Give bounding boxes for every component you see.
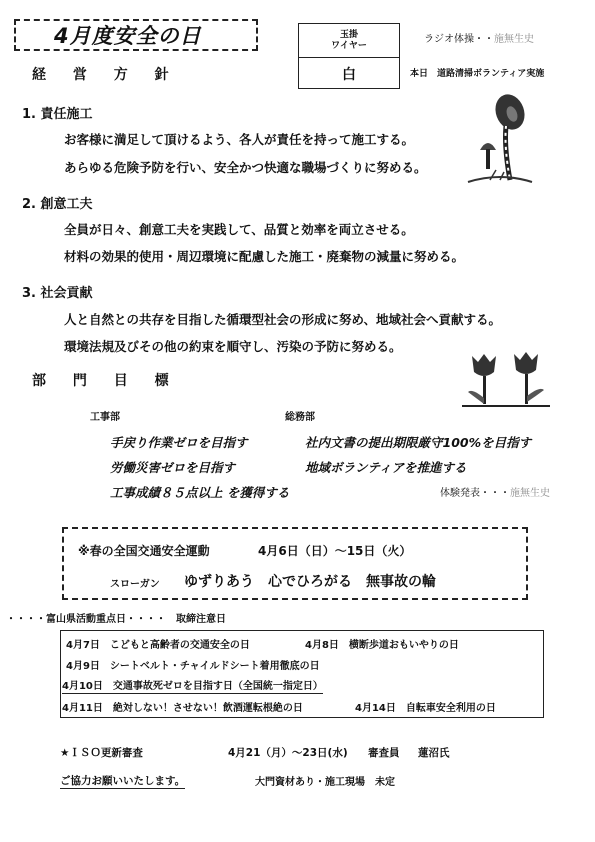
section-1-line-1: お客様に満足して頂けるよう、各人が責任を持って施工する。 bbox=[64, 132, 415, 147]
radio-label: ラジオ体操・・ bbox=[424, 34, 494, 45]
experience-presenter: 施無生史 bbox=[510, 488, 550, 499]
slogan-label: スローガン bbox=[110, 579, 160, 590]
info-table-value: 白 bbox=[342, 67, 356, 83]
section-3-line-2: 環境法規及びその他の約束を順守し、汚染の予防に努める。 bbox=[64, 339, 402, 354]
iso-auditor-name: 蓮沼氏 bbox=[418, 747, 450, 759]
campaign-dates: 4月6日（日）～15日（火） bbox=[258, 544, 412, 558]
section-2-heading: 2. 創意工夫 bbox=[22, 197, 93, 212]
experience-label: 体験発表・・・ bbox=[440, 488, 510, 499]
radio-leader: 施無生史 bbox=[494, 34, 534, 45]
slogan-text: ゆずりあう 心でひろがる 無事故の輪 bbox=[184, 574, 436, 590]
info-label-line2: ワイヤー bbox=[331, 40, 367, 51]
section-3-line-1: 人と自然との共存を目指した循環型社会の形成に努め、地域社会へ貢献する。 bbox=[64, 312, 502, 327]
section-1-line-2: あらゆる危険予防を行い、安全かつ快適な職場づくりに努める。 bbox=[64, 160, 427, 175]
today-activity: 本日 道路清掃ボランティア実施 bbox=[410, 69, 545, 79]
page-title: 4月度安全の日 bbox=[54, 24, 202, 48]
experience-presentation bbox=[440, 484, 550, 499]
department-goals-heading: 部 門 目 標 bbox=[32, 373, 180, 389]
cooperation-request: ご協力お願いいたします。 bbox=[60, 775, 186, 787]
mushroom-illustration bbox=[460, 92, 535, 187]
iso-auditor-label: 審査員 bbox=[368, 747, 400, 759]
dept-koji-name: 工事部 bbox=[90, 412, 120, 423]
somu-goal-1: 社内文書の提出期限厳守100%を目指す bbox=[305, 435, 532, 450]
info-label-line1: 玉掛 bbox=[339, 29, 358, 40]
somu-goal-2: 地域ボランティアを推進する bbox=[305, 460, 467, 475]
event-item: 4月8日 横断歩道おもいやりの日 bbox=[305, 640, 459, 651]
koji-goal-3: 工事成績８５点以上 を獲得する bbox=[110, 485, 290, 500]
priority-days-heading: ・・・・富山県活動重点日・・・・ 取締注意日 bbox=[6, 614, 226, 625]
iso-audit-label: ★ＩＳＯ更新審査 bbox=[60, 747, 143, 759]
dept-somu-name: 総務部 bbox=[285, 412, 315, 423]
koji-goal-2: 労働災害ゼロを目指す bbox=[110, 460, 236, 475]
event-item: 4月7日 こどもと高齢者の交通安全の日 bbox=[66, 640, 250, 651]
tulip-illustration bbox=[458, 348, 553, 410]
policy-heading: 経 営 方 針 bbox=[32, 67, 180, 83]
section-3-heading: 3. 社会貢献 bbox=[22, 286, 93, 301]
info-table bbox=[298, 23, 400, 89]
event-item: 4月9日 シートベルト・チャイルドシート着用徹底の日 bbox=[66, 661, 320, 672]
section-1-heading: 1. 責任施工 bbox=[22, 107, 93, 122]
section-2-line-1: 全員が日々、創意工夫を実践して、品質と効率を両立させる。 bbox=[64, 222, 414, 237]
info-table-label bbox=[299, 24, 399, 58]
radio-exercise bbox=[424, 30, 534, 45]
event-item: 4月11日 絶対しない！させない！飲酒運転根絶の日 bbox=[62, 703, 303, 714]
campaign-title: ※春の全国交通安全運動 bbox=[78, 544, 210, 558]
event-item-highlighted: 4月10日 交通事故死ゼロを目指す日（全国統一指定日） bbox=[62, 677, 323, 694]
site-note: 大門資材あり・施工現場 未定 bbox=[255, 777, 395, 788]
section-2-line-2: 材料の効果的使用・周辺環境に配慮した施工・廃棄物の減量に努める。 bbox=[64, 249, 465, 264]
koji-goal-1: 手戻り作業ゼロを目指す bbox=[110, 435, 248, 450]
event-item: 4月14日 自転車安全利用の日 bbox=[355, 703, 496, 714]
iso-audit-dates: 4月21（月）～23日(水) bbox=[228, 747, 348, 759]
